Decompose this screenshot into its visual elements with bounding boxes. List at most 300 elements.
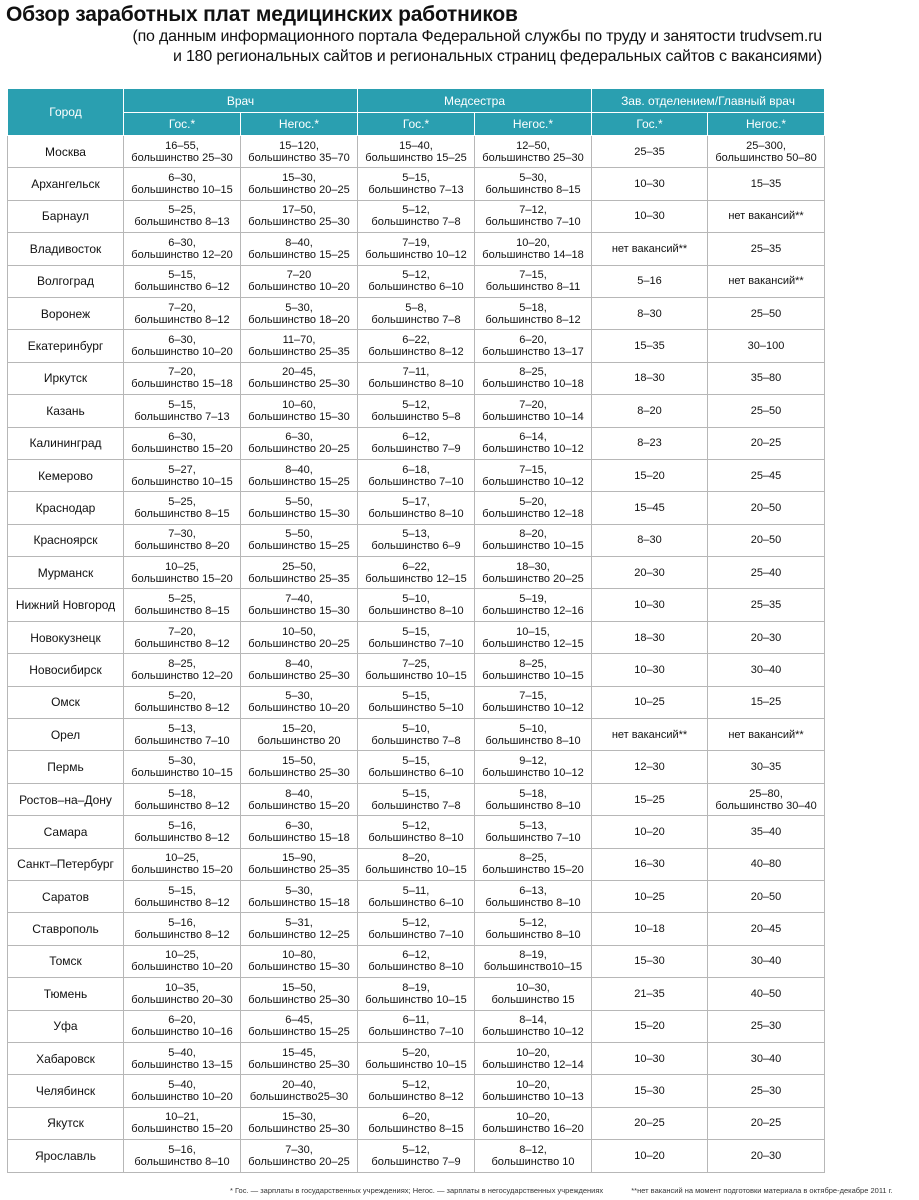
salary-cell-line: 10–15, [516, 625, 550, 638]
salary-cell [241, 233, 358, 265]
salary-cell [358, 395, 475, 427]
salary-cell-line: большинство 15–30 [248, 961, 350, 974]
table-row [8, 427, 825, 459]
salary-cell-line: 15–20, [282, 722, 316, 735]
salary-cell-line: 20–50 [750, 890, 782, 903]
salary-cell [708, 686, 825, 718]
salary-cell [475, 233, 592, 265]
salary-cell [475, 1075, 592, 1107]
salary-cell-line: 8–40, [285, 657, 313, 670]
salary-cell [358, 524, 475, 556]
salary-cell-line: 5–12, [402, 204, 430, 217]
salary-cell-line: 5–30, [519, 172, 547, 185]
salary-cell [241, 880, 358, 912]
salary-cell-line: большинство 15–18 [131, 378, 233, 391]
salary-cell [241, 330, 358, 362]
city-cell: Новокузнецк [8, 621, 124, 653]
table-row [8, 557, 825, 589]
salary-cell [358, 200, 475, 232]
table-row [8, 913, 825, 945]
salary-cell [592, 816, 708, 848]
salary-cell [358, 945, 475, 977]
salary-cell-line: большинство 5–8 [371, 410, 461, 423]
salary-cell-line: 25–30 [750, 1085, 782, 1098]
salary-cell [358, 265, 475, 297]
salary-cell-line: большинство 15–25 [248, 1026, 350, 1039]
salary-cell-line: большинство 25–30 [248, 378, 350, 391]
salary-cell [124, 880, 241, 912]
salary-cell-line: 8–19, [519, 949, 547, 962]
salary-cell-line: 20–30 [750, 631, 782, 644]
salary-cell-line: 18–30 [634, 631, 665, 644]
salary-cell [358, 362, 475, 394]
salary-cell-line: нет вакансий** [728, 275, 804, 288]
salary-cell-line: большинство 25–30 [482, 151, 584, 164]
salary-cell-line: 5–15, [168, 398, 196, 411]
salary-cell [592, 492, 708, 524]
salary-cell-line: большинство 7–9 [371, 1155, 461, 1168]
salary-cell-line: большинство 10–20 [131, 1091, 233, 1104]
salary-cell-line: 20–40, [282, 1079, 316, 1092]
salary-cell-line: 5–15, [402, 625, 430, 638]
table-row [8, 265, 825, 297]
column-header-doctor-private: Негос.* [241, 113, 358, 136]
salary-cell-line: большинство 15–18 [248, 831, 350, 844]
city-cell: Москва [8, 136, 124, 168]
salary-cell [358, 459, 475, 491]
salary-cell [358, 589, 475, 621]
salary-cell [592, 1010, 708, 1042]
salary-cell-line: 20–25 [750, 1117, 782, 1130]
salary-cell-line: 10–30 [634, 599, 665, 612]
salary-cell-line: большинство 16–20 [482, 1123, 584, 1136]
salary-cell [708, 395, 825, 427]
salary-cell [124, 362, 241, 394]
salary-cell-line: нет вакансий** [728, 728, 804, 741]
table-row [8, 233, 825, 265]
salary-cell [358, 1107, 475, 1139]
salary-cell-line: 5–31, [285, 917, 313, 930]
table-row [8, 1107, 825, 1139]
salary-cell [475, 978, 592, 1010]
salary-cell-line: большинство 20–25 [248, 1155, 350, 1168]
column-header-head-gov: Гос.* [592, 113, 708, 136]
salary-cell-line: нет вакансий** [611, 242, 688, 255]
salary-cell-line: большинство 8–12 [134, 637, 230, 650]
salary-cell-line: большинство 8–12 [485, 313, 581, 326]
salary-cell [708, 1010, 825, 1042]
salary-cell-line: большинство 8–15 [134, 507, 230, 520]
salary-cell-line: 5–10, [519, 722, 547, 735]
salary-cell-line: 5–19, [519, 593, 547, 606]
salary-cell-line: 5–13, [402, 528, 430, 541]
salary-cell-line: 5–30, [168, 755, 196, 768]
salary-cell-line: 10–20 [634, 1149, 665, 1162]
salary-cell [708, 880, 825, 912]
salary-cell [241, 395, 358, 427]
salary-cell-line: большинство 8–12 [134, 313, 230, 326]
salary-cell-line: нет вакансий** [728, 210, 804, 223]
salary-cell-line: 25–35 [750, 599, 782, 612]
salary-cell-line: 16–30 [634, 858, 665, 871]
salary-cell [475, 1010, 592, 1042]
footnotes [230, 1186, 919, 1195]
table-row [8, 686, 825, 718]
salary-cell-line: 5–20, [168, 690, 196, 703]
salary-cell [475, 524, 592, 556]
city-cell: Ярославль [8, 1140, 124, 1172]
salary-cell [241, 978, 358, 1010]
salary-cell-line: большинство 7–10 [368, 637, 464, 650]
table-row [8, 621, 825, 653]
salary-cell-line: 10–80, [282, 949, 316, 962]
table-row [8, 459, 825, 491]
salary-cell-line: большинство 15–25 [365, 151, 467, 164]
salary-cell-line: 7–25, [402, 657, 430, 670]
salary-cell-line: 5–40, [168, 1046, 196, 1059]
salary-cell-line: большинство 15–20 [248, 799, 350, 812]
salary-cell-line: 21–35 [634, 987, 665, 1000]
salary-cell-line: большинство 7–8 [371, 216, 461, 229]
salary-cell-line: большинство 7–13 [368, 184, 464, 197]
salary-cell-line: 35–80 [750, 372, 782, 385]
table-row [8, 524, 825, 556]
salary-cell [124, 1140, 241, 1172]
salary-cell [708, 265, 825, 297]
salary-cell-line: большинство 50–80 [715, 151, 817, 164]
salary-cell-line: 7–15, [519, 690, 547, 703]
city-cell: Владивосток [8, 233, 124, 265]
salary-cell-line: большинство 7–8 [371, 313, 461, 326]
salary-cell-line: 6–30, [285, 431, 313, 444]
salary-cell-line: 15–35 [750, 178, 782, 191]
salary-cell-line: 25–30 [750, 1020, 782, 1033]
salary-cell-line: 8–25, [519, 366, 547, 379]
city-cell: Красноярск [8, 524, 124, 556]
salary-cell [708, 751, 825, 783]
salary-cell-line: 25–40 [750, 566, 782, 579]
salary-cell [475, 1107, 592, 1139]
salary-cell [358, 816, 475, 848]
salary-cell [708, 913, 825, 945]
salary-cell [708, 1075, 825, 1107]
salary-cell-line: большинство 10–16 [131, 1026, 233, 1039]
salary-cell [358, 297, 475, 329]
salary-cell-line: 20–50 [750, 534, 782, 547]
salary-cell-line: 7–30, [168, 528, 196, 541]
salary-cell [592, 1042, 708, 1074]
salary-cell-line: 10–30 [634, 663, 665, 676]
salary-cell-line: 5–11, [402, 884, 430, 897]
salary-cell-line: большинство 25–30 [248, 993, 350, 1006]
salary-cell-line: 8–40, [285, 463, 313, 476]
salary-cell [708, 168, 825, 200]
salary-cell-line: 5–12, [519, 917, 547, 930]
city-cell: Новосибирск [8, 654, 124, 686]
salary-cell [475, 265, 592, 297]
salary-cell-line: 7–30, [285, 1143, 313, 1156]
salary-cell-line: большинство 8–20 [134, 540, 230, 553]
salary-cell-line: 10–20, [516, 1111, 550, 1124]
salary-cell-line: 10–60, [282, 398, 316, 411]
salary-cell [241, 719, 358, 751]
salary-cell-line: большинство 5–10 [368, 702, 464, 715]
salary-cell [124, 265, 241, 297]
salary-cell [475, 848, 592, 880]
city-cell: Кемерово [8, 459, 124, 491]
salary-cell-line: 6–30, [168, 172, 196, 185]
salary-cell-line: 20–30 [750, 1149, 782, 1162]
salary-cell-line: большинство 8–15 [368, 1123, 464, 1136]
salary-cell [358, 719, 475, 751]
salary-cell-line: 5–10, [402, 593, 430, 606]
salary-cell [124, 168, 241, 200]
salary-cell [592, 168, 708, 200]
salary-cell [708, 557, 825, 589]
salary-cell-line: 5–50, [285, 495, 313, 508]
salary-cell [475, 200, 592, 232]
salary-cell-line: большинство 8–13 [134, 216, 230, 229]
salary-cell-line: 6–30, [168, 236, 196, 249]
salary-cell [241, 1140, 358, 1172]
salary-cell-line: большинство 18–20 [248, 313, 350, 326]
salary-cell-line: 8–12, [519, 1143, 547, 1156]
salary-cell-line: 6–30, [168, 431, 196, 444]
salary-cell-line: большинство 10–12 [365, 248, 467, 261]
salary-cell-line: 5–12, [402, 819, 430, 832]
salary-cell-line: большинство 15–25 [248, 540, 350, 553]
salary-cell-line: 10–30 [634, 1052, 665, 1065]
city-cell: Уфа [8, 1010, 124, 1042]
salary-cell [708, 459, 825, 491]
salary-cell-line: большинство 13–15 [131, 1058, 233, 1071]
salary-cell [241, 686, 358, 718]
salary-cell-line: 10–21, [165, 1111, 199, 1124]
table-row [8, 589, 825, 621]
salary-cell [241, 783, 358, 815]
salary-cell [124, 945, 241, 977]
salary-cell-line: 6–22, [402, 560, 430, 573]
salary-cell [708, 330, 825, 362]
salary-cell-line: большинство 25–30 [248, 669, 350, 682]
salary-cell [124, 297, 241, 329]
salary-cell-line: 6–30, [285, 819, 313, 832]
salary-cell-line: 7–20 [286, 269, 312, 282]
salary-cell-line: 15–50, [282, 755, 316, 768]
city-cell: Мурманск [8, 557, 124, 589]
salary-cell-line: 15–40, [399, 139, 433, 152]
salary-cell-line: 5–30, [285, 690, 313, 703]
salary-cell-line: 5–18, [168, 787, 196, 800]
table-row [8, 297, 825, 329]
salary-cell-line: 5–50, [285, 528, 313, 541]
salary-cell-line: большинство 10–18 [482, 378, 584, 391]
salary-cell-line: большинство 7–10 [485, 831, 581, 844]
salary-cell [592, 362, 708, 394]
salary-cell-line: 5–15, [168, 269, 196, 282]
salary-cell-line: 9–12, [519, 755, 547, 768]
salary-cell-line: 7–20, [168, 301, 196, 314]
salary-cell [124, 459, 241, 491]
salary-cell [241, 265, 358, 297]
salary-cell [475, 557, 592, 589]
salary-cell-line: большинство 8–10 [485, 734, 581, 747]
salary-cell [592, 297, 708, 329]
salary-cell-line: 17–50, [282, 204, 316, 217]
salary-cell [592, 395, 708, 427]
salary-cell-line: 8–40, [285, 236, 313, 249]
city-cell: Орел [8, 719, 124, 751]
salary-cell-line: большинство 15–30 [248, 507, 350, 520]
salary-cell-line: 5–15, [402, 755, 430, 768]
column-header-head-private: Негос.* [708, 113, 825, 136]
salary-cell [708, 719, 825, 751]
salary-cell-line: большинство 25–30 [131, 151, 233, 164]
salary-cell [358, 686, 475, 718]
salary-cell-line: 10–30 [634, 210, 665, 223]
salary-cell [475, 945, 592, 977]
salary-cell-line: 18–30 [634, 372, 665, 385]
salary-cell-line: 6–12, [402, 949, 430, 962]
salary-cell-line: большинство 15–25 [248, 248, 350, 261]
salary-cell-line: 8–20, [519, 528, 547, 541]
salary-cell-line: большинство 8–10 [368, 961, 464, 974]
salary-cell-line: большинство 15–20 [131, 572, 233, 585]
salary-cell [358, 1042, 475, 1074]
salary-cell-line: 7–20, [168, 625, 196, 638]
salary-cell [124, 1075, 241, 1107]
salary-cell-line: 15–25 [634, 793, 665, 806]
salary-cell [124, 751, 241, 783]
salary-cell-line: 8–25, [519, 657, 547, 670]
salary-cell [708, 200, 825, 232]
salary-cell-line: 8–30 [637, 307, 662, 320]
table-row [8, 330, 825, 362]
salary-cell [475, 621, 592, 653]
salary-cell [592, 136, 708, 168]
salary-cell [124, 200, 241, 232]
salary-cell-line: 7–20, [168, 366, 196, 379]
salary-cell-line: 5–18, [519, 301, 547, 314]
city-cell: Иркутск [8, 362, 124, 394]
salary-cell [124, 557, 241, 589]
salary-cell [241, 1042, 358, 1074]
salary-cell-line: большинство 20 [257, 734, 341, 747]
salary-cell-line: большинство 8–11 [485, 281, 581, 294]
salary-cell-line: большинство 10–15 [365, 864, 467, 877]
salary-cell-line: большинство 8–12 [368, 346, 464, 359]
salary-cell [592, 1075, 708, 1107]
salary-cell-line: 5–13, [168, 722, 196, 735]
salary-cell-line: 20–25 [634, 1117, 665, 1130]
salary-cell-line: 8–25, [519, 852, 547, 865]
salary-cell [475, 1140, 592, 1172]
salary-cell-line: большинство 7–10 [134, 734, 230, 747]
salary-cell-line: 25–50 [750, 307, 782, 320]
salary-cell-line: большинство 20–25 [482, 572, 584, 585]
salary-cell-line: 8–14, [519, 1014, 547, 1027]
city-cell: Воронеж [8, 297, 124, 329]
salary-cell-line: 5–15, [168, 884, 196, 897]
salary-cell [358, 233, 475, 265]
salary-cell [124, 816, 241, 848]
salary-cell-line: 5–8, [405, 301, 427, 314]
table-row [8, 1042, 825, 1074]
salary-cell-line: большинство 10 [491, 1155, 575, 1168]
salary-cell-line: 7–15, [519, 269, 547, 282]
table-row [8, 395, 825, 427]
salary-cell-line: большинство 15–25 [248, 475, 350, 488]
salary-cell-line: 5–20, [519, 495, 547, 508]
city-cell: Ставрополь [8, 913, 124, 945]
salary-cell [241, 200, 358, 232]
salary-cell-line: 30–35 [750, 761, 782, 774]
salary-cell-line: большинство 15–20 [482, 864, 584, 877]
city-cell: Челябинск [8, 1075, 124, 1107]
salary-cell-line: 5–16, [168, 917, 196, 930]
salary-cell [592, 913, 708, 945]
salary-cell-line: 40–50 [750, 987, 782, 1000]
salary-cell [592, 1107, 708, 1139]
salary-cell-line: большинство 10–15 [131, 184, 233, 197]
salary-cell [708, 524, 825, 556]
salary-cell-line: 7–19, [402, 236, 430, 249]
salary-cell [592, 945, 708, 977]
salary-cell-line: 40–80 [750, 858, 782, 871]
salary-cell-line: 5–12, [402, 1079, 430, 1092]
salary-cell [592, 686, 708, 718]
table-row [8, 362, 825, 394]
city-cell: Якутск [8, 1107, 124, 1139]
salary-cell-line: 30–40 [750, 663, 782, 676]
salary-cell [124, 1010, 241, 1042]
salary-cell [241, 751, 358, 783]
salary-cell [358, 913, 475, 945]
salary-cell-line: большинство 8–10 [134, 1155, 230, 1168]
salary-cell-line: большинство 10–20 [248, 702, 350, 715]
city-cell: Краснодар [8, 492, 124, 524]
salary-cell-line: большинство 30–40 [715, 799, 817, 812]
salary-cell [708, 297, 825, 329]
salary-cell [708, 621, 825, 653]
salary-cell-line: 5–30, [285, 301, 313, 314]
salary-cell [592, 880, 708, 912]
table-row [8, 978, 825, 1010]
salary-cell-line: большинство 15–30 [248, 410, 350, 423]
salary-cell-line: 15–30 [634, 1085, 665, 1098]
salary-cell [592, 621, 708, 653]
salary-cell [241, 1010, 358, 1042]
salary-cell [708, 1107, 825, 1139]
salary-cell-line: большинство 10–12 [482, 1026, 584, 1039]
salary-cell [358, 1075, 475, 1107]
salary-cell-line: 10–20, [516, 236, 550, 249]
salary-cell-line: 5–16, [168, 819, 196, 832]
page-subtitle-line1: (по данным информационного портала Федеральной службы по труду и занятости trudvsem.ru [132, 28, 822, 45]
table-row [8, 168, 825, 200]
salary-cell-line: большинство 6–10 [368, 896, 464, 909]
salary-cell-line: 10–35, [165, 981, 199, 994]
salary-cell-line: большинство10–15 [483, 961, 583, 974]
salary-cell-line: большинство 15–20 [131, 1123, 233, 1136]
salary-cell-line: большинство 20–25 [248, 637, 350, 650]
salary-cell-line: 8–20 [637, 404, 662, 417]
salary-cell [475, 880, 592, 912]
salary-cell [592, 719, 708, 751]
salary-cell-line: большинство 25–35 [248, 572, 350, 585]
salary-cell-line: 20–25 [750, 437, 782, 450]
salary-cell [592, 524, 708, 556]
